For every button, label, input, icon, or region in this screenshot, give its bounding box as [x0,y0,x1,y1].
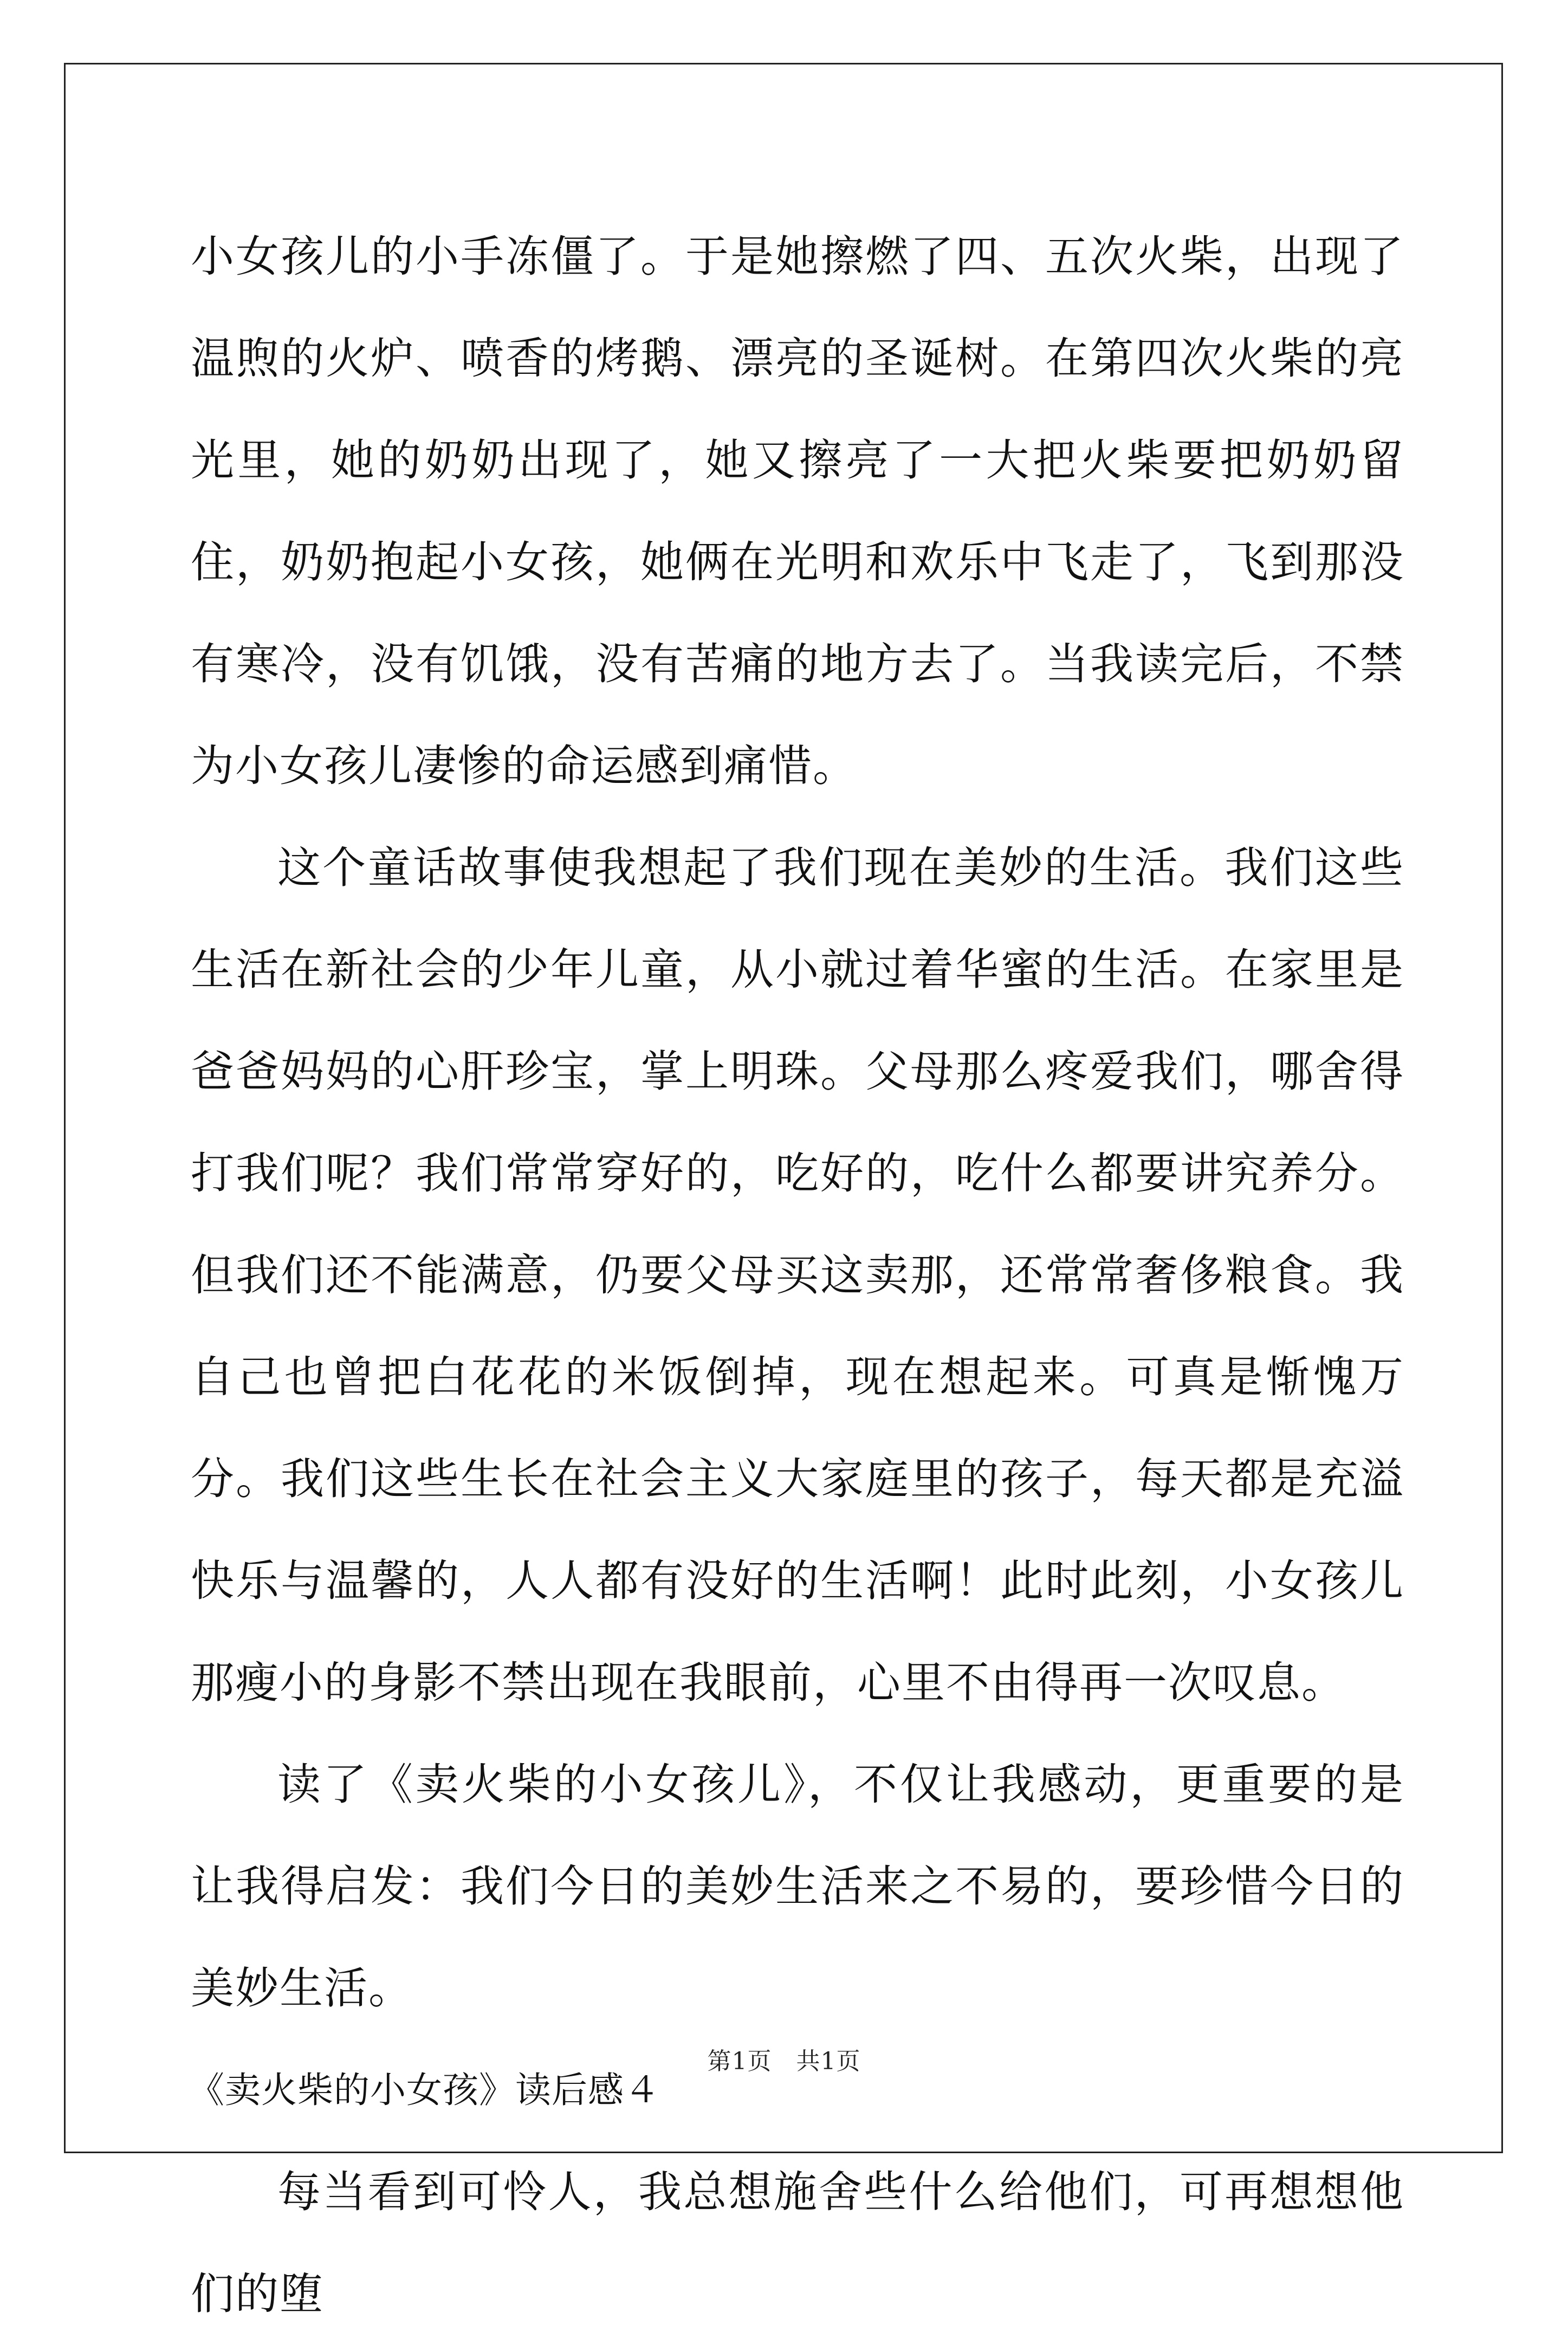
page-number-footer: 第1页 共1页 [707,2048,861,2075]
paragraph-2: 这个童话故事使我想起了我们现在美妙的生活。我们这些生活在新社会的少年儿童，从小就过着华蜜的生活。在家里是爸爸妈妈的心肝珍宝，掌上明珠。父母那么疼爱我们，哪舍得打我们呢？我们常常穿好的，吃好的，吃什么都要讲究养分。但我们还不能满意，仍要父母买这卖那，还常常奢侈粮食。我自己也曾把白花花的米饭倒掉，现在想起来。可真是惭愧万分。我们这些生长在社会主义大家庭里的孩子，每天都是充溢快乐与温馨的，人人都有没好的生活啊！此时此刻，小女孩儿那瘦小的身影不禁出现在我眼前，心里不由得再一次叹息。 [191,843,1404,1708]
paragraph-4: 每当看到可怜人，我总想施舍些什么给他们，可再想想他们的堕 [191,2167,1404,2319]
paragraph-1: 小女孩儿的小手冻僵了。于是她擦燃了四、五次火柴，出现了温煦的火炉、喷香的烤鹅、漂亮的圣诞树。在第四次火柴的亮光里，她的奶奶出现了，她又擦亮了一大把火柴要把奶奶留住，奶奶抱起小女孩，她俩在光明和欢乐中飞走了，飞到那没有寒冷，没有饥饿，没有苦痛的地方去了。当我读完后，不禁为小女孩儿凄惨的命运感到痛惜。 [191,231,1404,791]
paragraph-3: 读了《卖火柴的小女孩儿》，不仅让我感动，更重要的是让我得启发：我们今日的美妙生活来之不易的，要珍惜今日的美妙生活。 [191,1759,1404,2013]
section-title: 《卖火柴的小女孩》读后感４ [189,2069,660,2111]
document-body [191,206,1404,2345]
